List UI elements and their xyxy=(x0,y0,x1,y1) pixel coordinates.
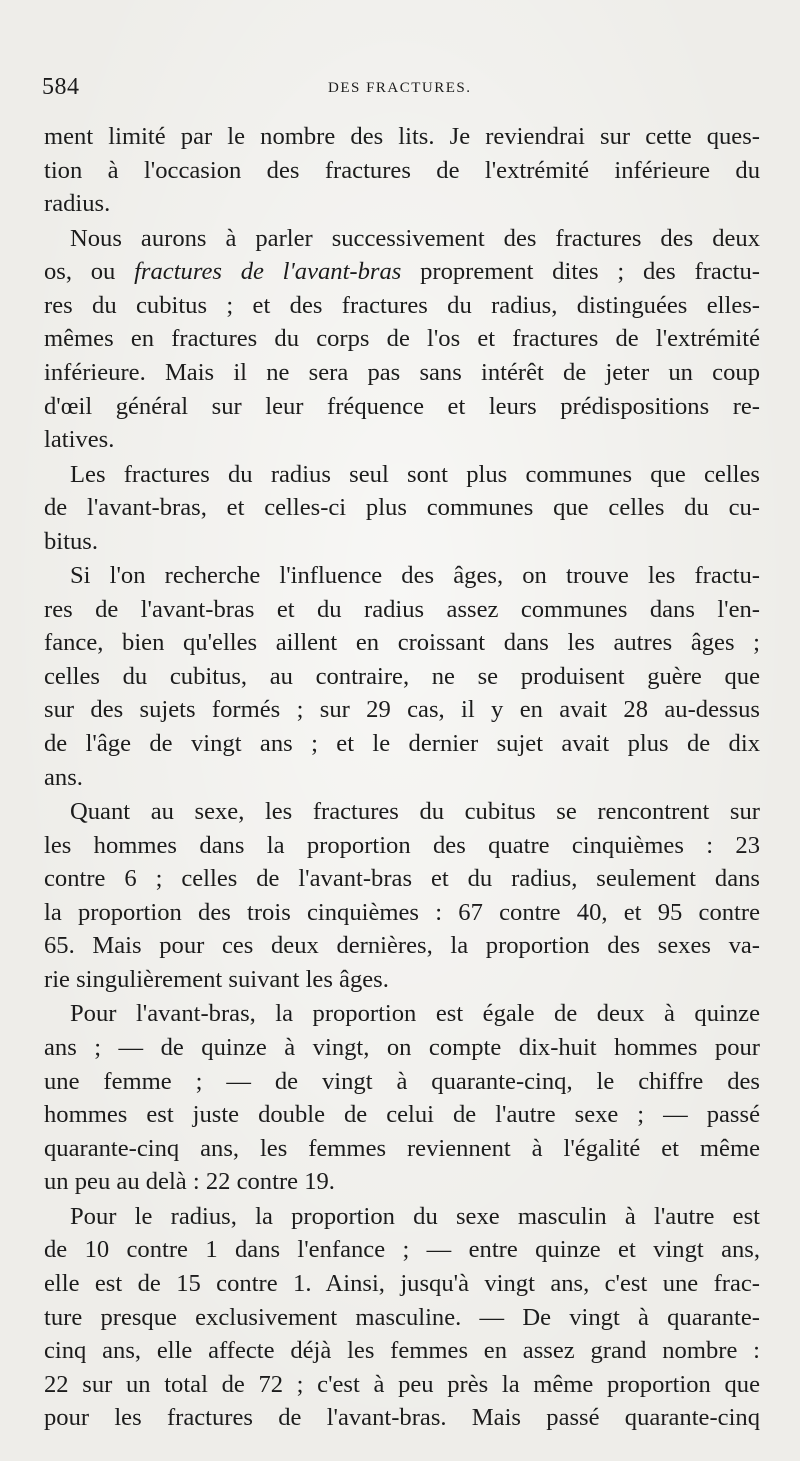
text-line: mêmes en fractures du corps de l'os et fractures de l'extrémité xyxy=(44,325,760,353)
text-line: celles du cubitus, au contraire, ne se produisent guère que xyxy=(44,662,760,690)
text-line: hommes est juste double de celui de l'autre sexe ; — passé xyxy=(44,1101,760,1129)
paragraph-start: Nous aurons à parler successivement des fractures des deux xyxy=(70,224,760,252)
text-fragment: os, ou xyxy=(44,258,135,286)
text-line: de l'avant-bras, et celles-ci plus communes que celles du cu- xyxy=(44,494,760,522)
text-line: ans ; — de quinze à vingt, on compte dix-huit hommes pour xyxy=(44,1034,760,1062)
paragraph-start: Pour le radius, la proportion du sexe masculin à l'autre est xyxy=(70,1202,760,1230)
text-line: d'œil général sur leur fréquence et leurs prédispositions re- xyxy=(44,392,760,420)
text-line: pour les fractures de l'avant-bras. Mais passé quarante-cinq xyxy=(44,1404,760,1432)
text-line: une femme ; — de vingt à quarante-cinq, le chiffre des xyxy=(44,1067,760,1095)
text-line: radius. xyxy=(44,190,111,218)
text-line: res du cubitus ; et des fractures du radius, distinguées elles- xyxy=(44,291,760,319)
text-line: fance, bien qu'elles aillent en croissant dans les autres âges ; xyxy=(44,629,760,657)
text-line: 22 sur un total de 72 ; c'est à peu près la même proportion que xyxy=(44,1370,760,1398)
text-line: 65. Mais pour ces deux dernières, la proportion des sexes va- xyxy=(44,932,760,960)
body-text xyxy=(44,120,760,1435)
text-line: la proportion des trois cinquièmes : 67 contre 40, et 95 contre xyxy=(44,898,760,926)
page-header xyxy=(42,74,758,104)
text-line: cinq ans, elle affecte déjà les femmes en assez grand nombre : xyxy=(44,1337,760,1365)
text-line: sur des sujets formés ; sur 29 cas, il y en avait 28 au-dessus xyxy=(44,696,760,724)
text-line: elle est de 15 contre 1. Ainsi, jusqu'à vingt ans, c'est une frac- xyxy=(44,1269,760,1297)
text-line: ans. xyxy=(44,763,83,791)
text-line: un peu au delà : 22 contre 19. xyxy=(44,1168,335,1196)
paragraph-start: Si l'on recherche l'influence des âges, on trouve les fractu- xyxy=(70,562,760,590)
text-line: les hommes dans la proportion des quatre cinquièmes : 23 xyxy=(44,831,760,859)
text-fragment: proprement dites ; des fractu- xyxy=(401,258,760,286)
text-line: de l'âge de vingt ans ; et le dernier sujet avait plus de dix xyxy=(44,730,760,758)
text-line: contre 6 ; celles de l'avant-bras et du radius, seulement dans xyxy=(44,865,760,893)
page-number: 584 xyxy=(42,74,80,100)
text-line: res de l'avant-bras et du radius assez communes dans l'en- xyxy=(44,595,760,623)
text-line: quarante-cinq ans, les femmes reviennent à l'égalité et même xyxy=(44,1134,760,1162)
text-line: ture presque exclusivement masculine. — De vingt à quarante- xyxy=(44,1303,760,1331)
text-line: latives. xyxy=(44,426,115,454)
text-line: bitus. xyxy=(44,527,98,555)
text-line: rie singulièrement suivant les âges. xyxy=(44,966,389,994)
paragraph-start: Les fractures du radius seul sont plus communes que celles xyxy=(70,460,760,488)
italic-term: fractures de l'avant-bras xyxy=(134,258,402,286)
text-line xyxy=(44,255,760,289)
paragraph-start: Quant au sexe, les fractures du cubitus se rencontrent sur xyxy=(70,798,760,826)
running-head: DES FRACTURES. xyxy=(328,80,472,96)
text-line: inférieure. Mais il ne sera pas sans intérêt de jeter un coup xyxy=(44,358,760,386)
text-line: ment limité par le nombre des lits. Je reviendrai sur cette ques- xyxy=(44,123,760,150)
text-line: de 10 contre 1 dans l'enfance ; — entre quinze et vingt ans, xyxy=(44,1236,760,1264)
text-line: tion à l'occasion des fractures de l'extrémité inférieure du xyxy=(44,156,760,184)
paragraph-start: Pour l'avant-bras, la proportion est égale de deux à quinze xyxy=(70,1000,760,1028)
